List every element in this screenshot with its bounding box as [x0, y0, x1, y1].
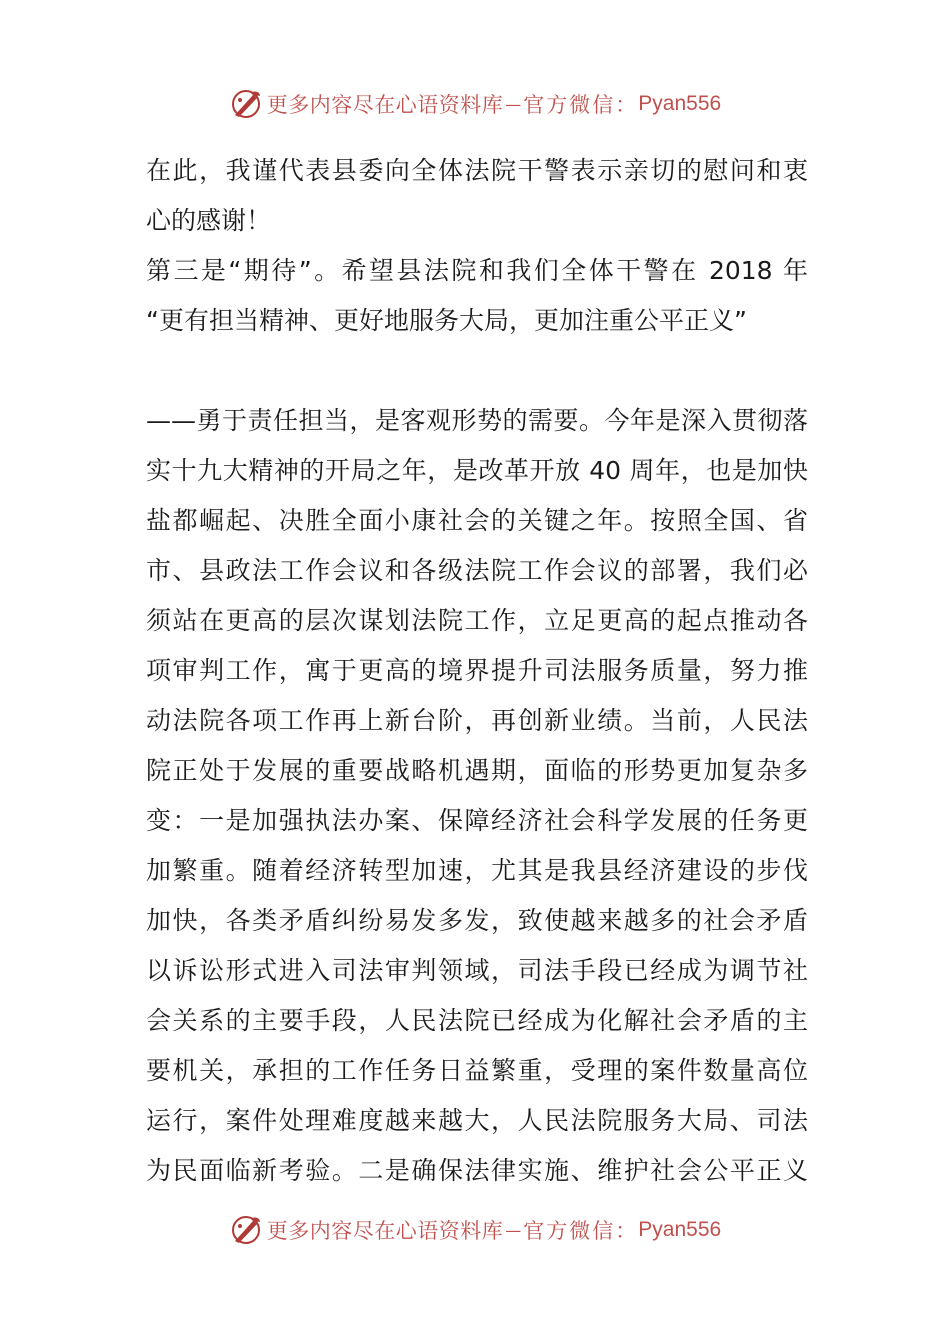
text-line: 盐都崛起、决胜全面小康社会的关键之年。按照全国、省	[146, 506, 808, 535]
text-line: 项审判工作，寓于更高的境界提升司法服务质量，努力推	[146, 656, 808, 685]
text-line: 心的感谢！	[146, 206, 272, 235]
text-line: 要机关，承担的工作任务日益繁重，受理的案件数量高位	[146, 1056, 808, 1085]
pen-seal-icon	[229, 87, 263, 121]
footer-banner	[0, 1210, 950, 1250]
text-line: 会关系的主要手段，人民法院已经成为化解社会矛盾的主	[146, 1006, 808, 1035]
banner-site-text: 更多内容尽在心语资料库	[266, 1219, 504, 1243]
text-line: 市、县政法工作会议和各级法院工作会议的部署，我们必	[146, 556, 808, 585]
paragraph-3	[146, 396, 808, 1196]
banner-wechat-label: 官方微信：	[523, 93, 639, 117]
text-line: 第三是“期待”。希望县法院和我们全体干警在 2018 年	[146, 256, 808, 285]
header-banner	[0, 84, 950, 124]
text-line: 院正处于发展的重要战略机遇期，面临的形势更加复杂多	[146, 756, 808, 785]
text-line: 在此，我谨代表县委向全体法院干警表示亲切的慰问和衷	[146, 156, 808, 185]
banner-dash: —	[505, 1220, 522, 1240]
text-line: ——勇于责任担当，是客观形势的需要。今年是深入贯彻落	[146, 406, 808, 435]
paragraph-1	[146, 146, 808, 246]
text-line: 运行，案件处理难度越来越大，人民法院服务大局、司法	[146, 1106, 808, 1135]
text-line: “更有担当精神、更好地服务大局，更加注重公平正义”	[146, 306, 747, 335]
paragraph-2	[146, 246, 808, 346]
banner-site-text: 更多内容尽在心语资料库	[266, 93, 504, 117]
document-body	[146, 146, 808, 1196]
text-line: 须站在更高的层次谋划法院工作，立足更高的起点推动各	[146, 606, 808, 635]
pen-seal-icon	[229, 1213, 263, 1247]
text-line: 变：一是加强执法办案、保障经济社会科学发展的任务更	[146, 806, 808, 835]
banner-wechat-id: Pyan556	[638, 92, 722, 115]
text-line: 以诉讼形式进入司法审判领域，司法手段已经成为调节社	[146, 956, 808, 985]
paragraph-gap	[146, 346, 808, 396]
text-line: 加繁重。随着经济转型加速，尤其是我县经济建设的步伐	[146, 856, 808, 885]
banner-wechat-id: Pyan556	[638, 1218, 722, 1241]
text-line: 动法院各项工作再上新台阶，再创新业绩。当前，人民法	[146, 706, 808, 735]
banner-wechat-label: 官方微信：	[523, 1219, 639, 1243]
banner-dash: —	[505, 94, 522, 114]
text-line: 加快，各类矛盾纠纷易发多发，致使越来越多的社会矛盾	[146, 906, 808, 935]
text-line: 为民面临新考验。二是确保法律实施、维护社会公平正义	[146, 1156, 808, 1185]
text-line: 实十九大精神的开局之年，是改革开放 40 周年，也是加快	[146, 456, 808, 485]
